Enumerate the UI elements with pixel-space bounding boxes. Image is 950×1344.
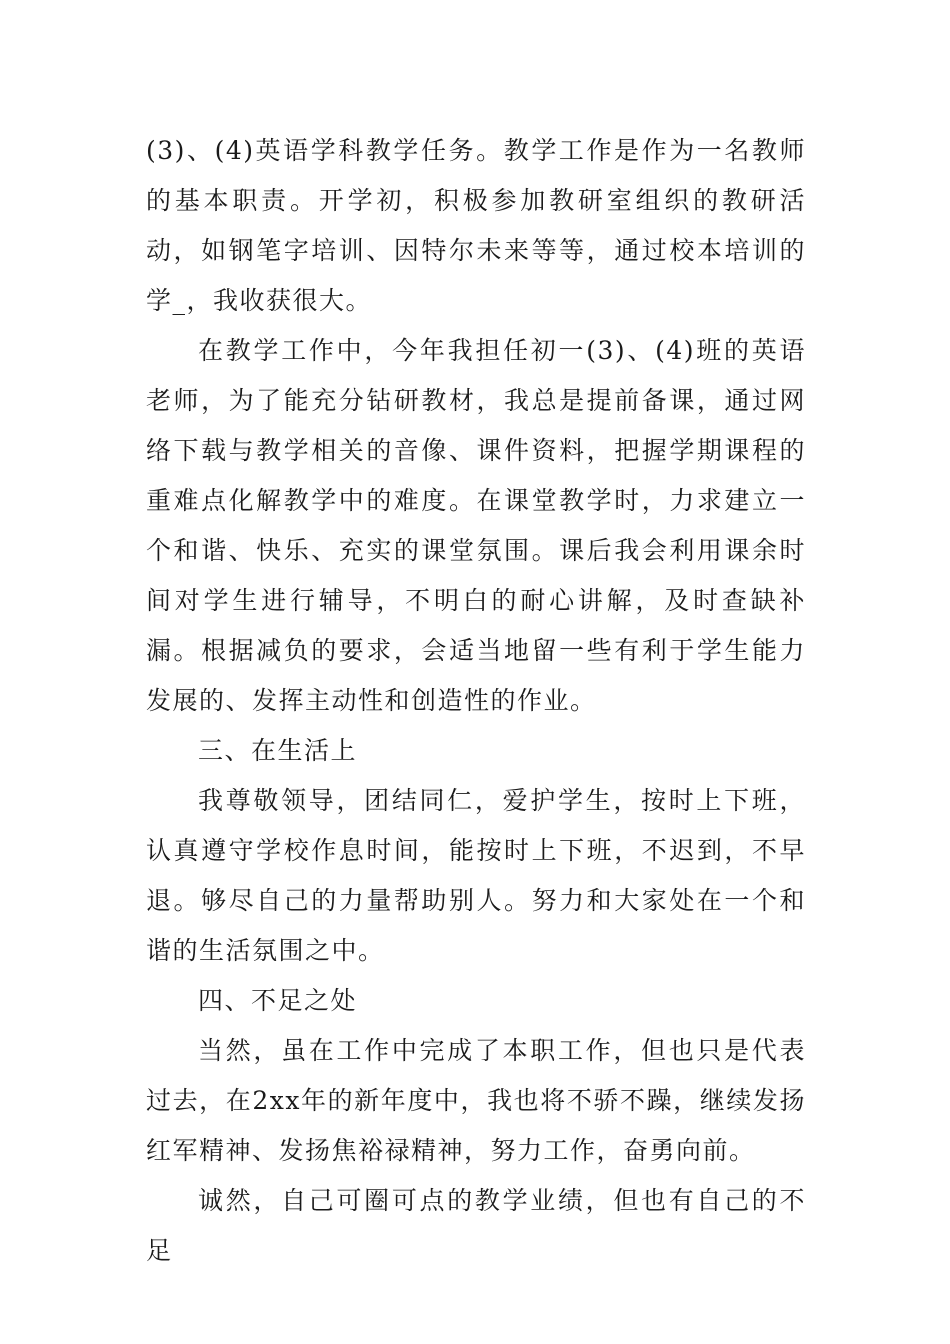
document-page xyxy=(146,126,806,1276)
section-heading-life: 三、在生活上 xyxy=(198,736,358,765)
paragraph-continuation: (3)、(4)英语学科教学任务。教学工作是作为一名教师的基本职责。开学初，积极参加教研室组织的教研活动，如钢笔字培训、因特尔未来等等，通过校本培训的学_，我收获很大。 xyxy=(146,136,806,315)
paragraph-life: 我尊敬领导，团结同仁，爱护学生，按时上下班，认真遵守学校作息时间，能按时上下班，不迟到，不早退。够尽自己的力量帮助别人。努力和大家处在一个和谐的生活氛围之中。 xyxy=(146,786,806,965)
paragraph-closing-partial: 诚然，自己可圈可点的教学业绩，但也有自己的不足 xyxy=(146,1186,806,1265)
paragraph-teaching-work: 在教学工作中，今年我担任初一(3)、(4)班的英语老师，为了能充分钻研教材，我总是提前备课，通过网络下载与教学相关的音像、课件资料，把握学期课程的重难点化解教学中的难度。在课堂教学时，力求建立一个和谐、快乐、充实的课堂氛围。课后我会利用课余时间对学生进行辅导，不明白的耐心讲解，及时查缺补漏。根据减负的要求，会适当地留一些有利于学生能力发展的、发挥主动性和创造性的作业。 xyxy=(146,336,806,715)
paragraph-shortcomings: 当然，虽在工作中完成了本职工作，但也只是代表过去，在2xx年的新年度中，我也将不骄不躁，继续发扬红军精神、发扬焦裕禄精神，努力工作，奋勇向前。 xyxy=(146,1036,806,1165)
section-heading-shortcomings: 四、不足之处 xyxy=(198,986,358,1015)
